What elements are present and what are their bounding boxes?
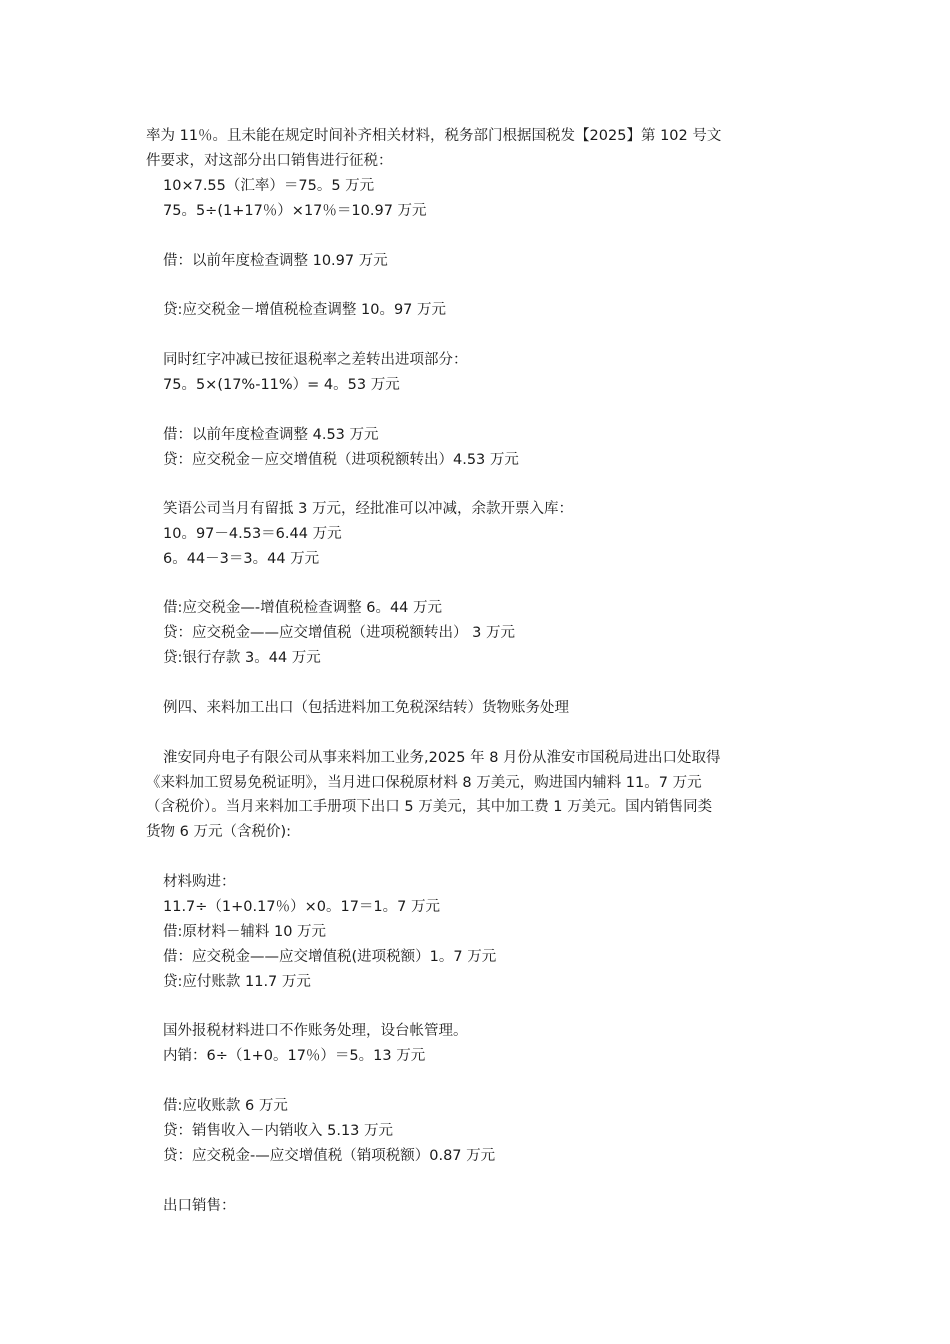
text-line: 贷：应交税金－应交增值税（进项税额转出）4.53 万元 (163, 452, 519, 468)
text-line: 借：应交税金——应交增值税(进项税额）1。7 万元 (163, 949, 497, 965)
text-line: 率为 11％。且未能在规定时间补齐相关材料，税务部门根据国税发【2025】第 102 号文 (146, 128, 722, 144)
text-line: 75。5×(17%-11%）= 4。53 万元 (163, 377, 400, 393)
text-line: 10×7.55（汇率）＝75。5 万元 (163, 178, 375, 194)
text-line: 内销：6÷（1+0。17％）＝5。13 万元 (163, 1048, 426, 1064)
section-heading: 例四、来料加工出口（包括进料加工免税深结转）货物账务处理 (163, 700, 569, 716)
text-line: 借:原材料－辅料 10 万元 (163, 924, 327, 940)
text-line: 贷：应交税金-—应交增值税（销项税额）0.87 万元 (163, 1148, 496, 1164)
text-line: 笑语公司当月有留抵 3 万元，经批准可以冲减，余款开票入库： (163, 501, 573, 517)
text-line: 75。5÷(1+17％）×17％＝10.97 万元 (163, 203, 427, 219)
text-line: （含税价）。当月来料加工手册项下出口 5 万美元，其中加工费 1 万美元。国内销售同类 (146, 799, 713, 815)
text-line: 6。44－3＝3。44 万元 (163, 551, 320, 567)
text-line: 材料购进： (163, 874, 236, 890)
text-line: 货物 6 万元（含税价): (146, 824, 291, 840)
text-line: 借:应收账款 6 万元 (163, 1098, 288, 1114)
text-line: 10。97－4.53＝6.44 万元 (163, 526, 342, 542)
text-line: 贷:应交税金－增值税检查调整 10。97 万元 (163, 302, 447, 318)
text-line: 借：以前年度检查调整 10.97 万元 (163, 253, 388, 269)
text-line: 贷:应付账款 11.7 万元 (163, 974, 311, 990)
text-line: 淮安同舟电子有限公司从事来料加工业务,2025 年 8 月份从淮安市国税局进出口处取得 (163, 750, 721, 766)
text-line: 出口销售： (163, 1198, 236, 1214)
text-line: 《来料加工贸易免税证明》，当月进口保税原材料 8 万美元，购进国内辅料 11。7 万元 (146, 775, 702, 791)
text-line: 11.7÷（1+0.17％）×0。17＝1。7 万元 (163, 899, 440, 915)
text-line: 借:应交税金—-增值税检查调整 6。44 万元 (163, 600, 443, 616)
text-line: 件要求，对这部分出口销售进行征税： (146, 153, 393, 169)
text-line: 贷：销售收入－内销收入 5.13 万元 (163, 1123, 394, 1139)
text-line: 贷:银行存款 3。44 万元 (163, 650, 321, 666)
text-line: 借：以前年度检查调整 4.53 万元 (163, 427, 379, 443)
text-line: 贷：应交税金——应交增值税（进项税额转出） 3 万元 (163, 625, 515, 641)
text-line: 同时红字冲减已按征退税率之差转出进项部分： (163, 352, 468, 368)
text-line: 国外报税材料进口不作账务处理，设台帐管理。 (163, 1023, 468, 1039)
